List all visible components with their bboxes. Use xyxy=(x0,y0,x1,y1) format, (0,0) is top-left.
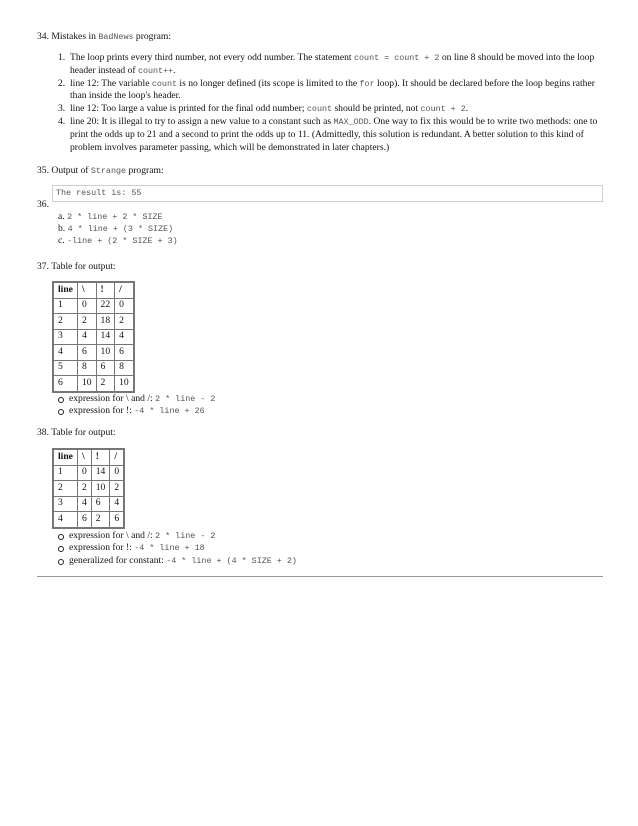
item-text: line 12: Too large a value is printed for the final odd number; xyxy=(70,103,307,115)
question-36-heading xyxy=(37,199,49,212)
question-number: 37. xyxy=(37,261,49,272)
table-cell: 2 xyxy=(77,314,96,330)
heading-text: program: xyxy=(126,165,164,176)
question-37-heading xyxy=(37,261,116,274)
bullet-text: generalized for constant: xyxy=(69,554,167,566)
question-number: 34. xyxy=(37,31,49,42)
item-text: is no longer defined (its scope is limited to the xyxy=(177,77,360,89)
question-38-bullets xyxy=(57,530,297,567)
table-cell: 22 xyxy=(96,298,115,314)
column-header: ! xyxy=(96,283,115,299)
question-34-list xyxy=(58,52,606,154)
table-cell: 10 xyxy=(77,376,96,392)
bullet-item xyxy=(57,555,297,567)
heading-text: Table for output: xyxy=(51,427,116,438)
bullet-code: -4 * line + 26 xyxy=(134,406,205,417)
bullet-item xyxy=(57,542,297,554)
answer-item xyxy=(58,223,178,235)
table-cell: 1 xyxy=(54,465,78,481)
item-code: count++ xyxy=(137,65,174,76)
table-cell: 6 xyxy=(110,512,124,528)
table-cell: 3 xyxy=(54,496,78,512)
item-code: count xyxy=(151,78,178,89)
table-cell: 6 xyxy=(54,376,78,392)
table-row xyxy=(54,329,134,345)
table-row xyxy=(54,360,134,376)
column-header: \ xyxy=(77,450,91,466)
list-item xyxy=(58,52,606,78)
table-row xyxy=(54,298,134,314)
item-code: MAX_ODD xyxy=(333,116,369,127)
table-cell: 0 xyxy=(77,298,96,314)
table-cell: 4 xyxy=(54,345,78,361)
table-cell: 14 xyxy=(91,465,110,481)
bullet-code: -4 * line + 18 xyxy=(134,543,205,554)
bullet-item xyxy=(57,393,215,405)
table-cell: 14 xyxy=(96,329,115,345)
item-text: . One way to fix this would be to write two methods: one to print the odds up to 21 and a second to print the odds up to 11. (Admittedly, this solution is redundant. A better solution to this kind of problem involves parameter passing, which will be demonstrated in later chapters.) xyxy=(70,115,598,153)
item-number: 3. xyxy=(58,103,66,115)
table-row xyxy=(54,376,134,392)
table-cell: 3 xyxy=(54,329,78,345)
item-code: -line + (2 * SIZE + 3) xyxy=(67,236,178,247)
table-cell: 0 xyxy=(115,298,134,314)
table-cell: 0 xyxy=(110,465,124,481)
table-cell: 1 xyxy=(54,298,78,314)
heading-code: BadNews xyxy=(98,32,134,42)
bullet-text: expression for !: xyxy=(69,405,135,417)
question-number: 36. xyxy=(37,199,49,210)
output-table-38 xyxy=(53,449,124,528)
table-cell: 8 xyxy=(115,360,134,376)
column-header: \ xyxy=(77,283,96,299)
table-cell: 2 xyxy=(96,376,115,392)
table-header-row xyxy=(54,283,134,299)
item-text: line 12: The variable xyxy=(70,77,152,89)
question-35-heading xyxy=(37,165,164,178)
table-cell: 6 xyxy=(91,496,110,512)
column-header: / xyxy=(115,283,134,299)
item-code: 2 * line + 2 * SIZE xyxy=(67,212,163,222)
item-text: The loop prints every third number, not every odd number. The statement xyxy=(70,52,354,63)
bullet-text: expression for \ and /: xyxy=(69,393,156,404)
heading-text: Table for output: xyxy=(51,261,116,272)
heading-text: Mistakes in xyxy=(51,31,99,42)
item-label: a. xyxy=(58,211,65,222)
item-code: count + 2 xyxy=(420,104,466,115)
table-cell: 10 xyxy=(96,345,115,361)
column-header: ! xyxy=(91,450,110,466)
item-label: b. xyxy=(58,223,66,235)
answer-item xyxy=(58,235,178,247)
table-cell: 4 xyxy=(77,496,91,512)
table-cell: 18 xyxy=(96,314,115,330)
table-row xyxy=(54,481,124,497)
item-number: 4. xyxy=(58,115,66,127)
item-text: on line 8 should be moved into the loop header instead of xyxy=(70,52,595,76)
item-text: should be printed, not xyxy=(332,103,421,115)
item-text: line 20: It is illegal to try to assign a new value to a constant such as xyxy=(70,115,334,127)
table-cell: 4 xyxy=(115,329,134,345)
question-number: 38. xyxy=(37,427,49,438)
table-cell: 2 xyxy=(77,481,91,497)
question-38-heading xyxy=(37,427,116,440)
item-text: . xyxy=(173,64,176,76)
question-34-heading xyxy=(37,31,171,44)
table-cell: 10 xyxy=(91,481,110,497)
item-number: 1. xyxy=(58,52,66,63)
bullet-code: 2 * line - 2 xyxy=(155,531,216,541)
item-number: 2. xyxy=(58,77,66,89)
question-number: 35. xyxy=(37,165,49,176)
table-cell: 5 xyxy=(54,360,78,376)
item-code: 4 * line + (3 * SIZE) xyxy=(67,224,174,235)
bullet-code: 2 * line - 2 xyxy=(155,394,216,404)
table-cell: 2 xyxy=(54,314,78,330)
heading-code: Strange xyxy=(90,166,127,176)
table-cell: 2 xyxy=(54,481,78,497)
list-item xyxy=(58,103,606,116)
heading-text: program: xyxy=(133,31,172,42)
item-label: c. xyxy=(58,235,65,247)
table-cell: 0 xyxy=(77,465,91,481)
item-text: . xyxy=(465,103,469,115)
bullet-text: expression for \ and /: xyxy=(69,530,156,541)
answer-item xyxy=(58,211,178,223)
column-header: line xyxy=(54,283,78,299)
bullet-text: expression for !: xyxy=(69,542,135,554)
item-text: loop). It should be declared before the loop begins rather than inside the loop's header. xyxy=(70,77,595,102)
item-code: count xyxy=(306,104,333,115)
table-cell: 4 xyxy=(77,329,96,345)
table-cell: 6 xyxy=(96,360,115,376)
heading-text: Output of xyxy=(51,165,91,176)
question-37-bullets xyxy=(57,393,215,418)
bullet-item xyxy=(57,530,297,542)
table-cell: 4 xyxy=(110,496,124,512)
table-cell: 8 xyxy=(77,360,96,376)
column-header: line xyxy=(54,450,78,466)
table-cell: 2 xyxy=(91,512,110,528)
table-cell: 4 xyxy=(54,512,78,528)
output-table-37 xyxy=(53,282,134,392)
table-row xyxy=(54,512,124,528)
program-output-box xyxy=(52,185,603,202)
table-row xyxy=(54,314,134,330)
program-output: The result is: 55 xyxy=(56,188,142,198)
table-cell: 6 xyxy=(115,345,134,361)
list-item xyxy=(58,78,606,104)
table-cell: 10 xyxy=(115,376,134,392)
divider xyxy=(37,576,603,577)
table-row xyxy=(54,496,124,512)
question-36-list xyxy=(58,211,178,248)
column-header: / xyxy=(110,450,124,466)
item-code: count = count + 2 xyxy=(354,53,440,63)
list-item xyxy=(58,116,606,154)
table-cell: 6 xyxy=(77,345,96,361)
bullet-code: -4 * line + (4 * SIZE + 2) xyxy=(166,555,297,566)
table-row xyxy=(54,345,134,361)
table-cell: 2 xyxy=(115,314,134,330)
bullet-item xyxy=(57,405,215,417)
table-row xyxy=(54,465,124,481)
table-cell: 2 xyxy=(110,481,124,497)
item-code: for xyxy=(359,78,375,89)
table-cell: 6 xyxy=(77,512,91,528)
table-header-row xyxy=(54,450,124,466)
